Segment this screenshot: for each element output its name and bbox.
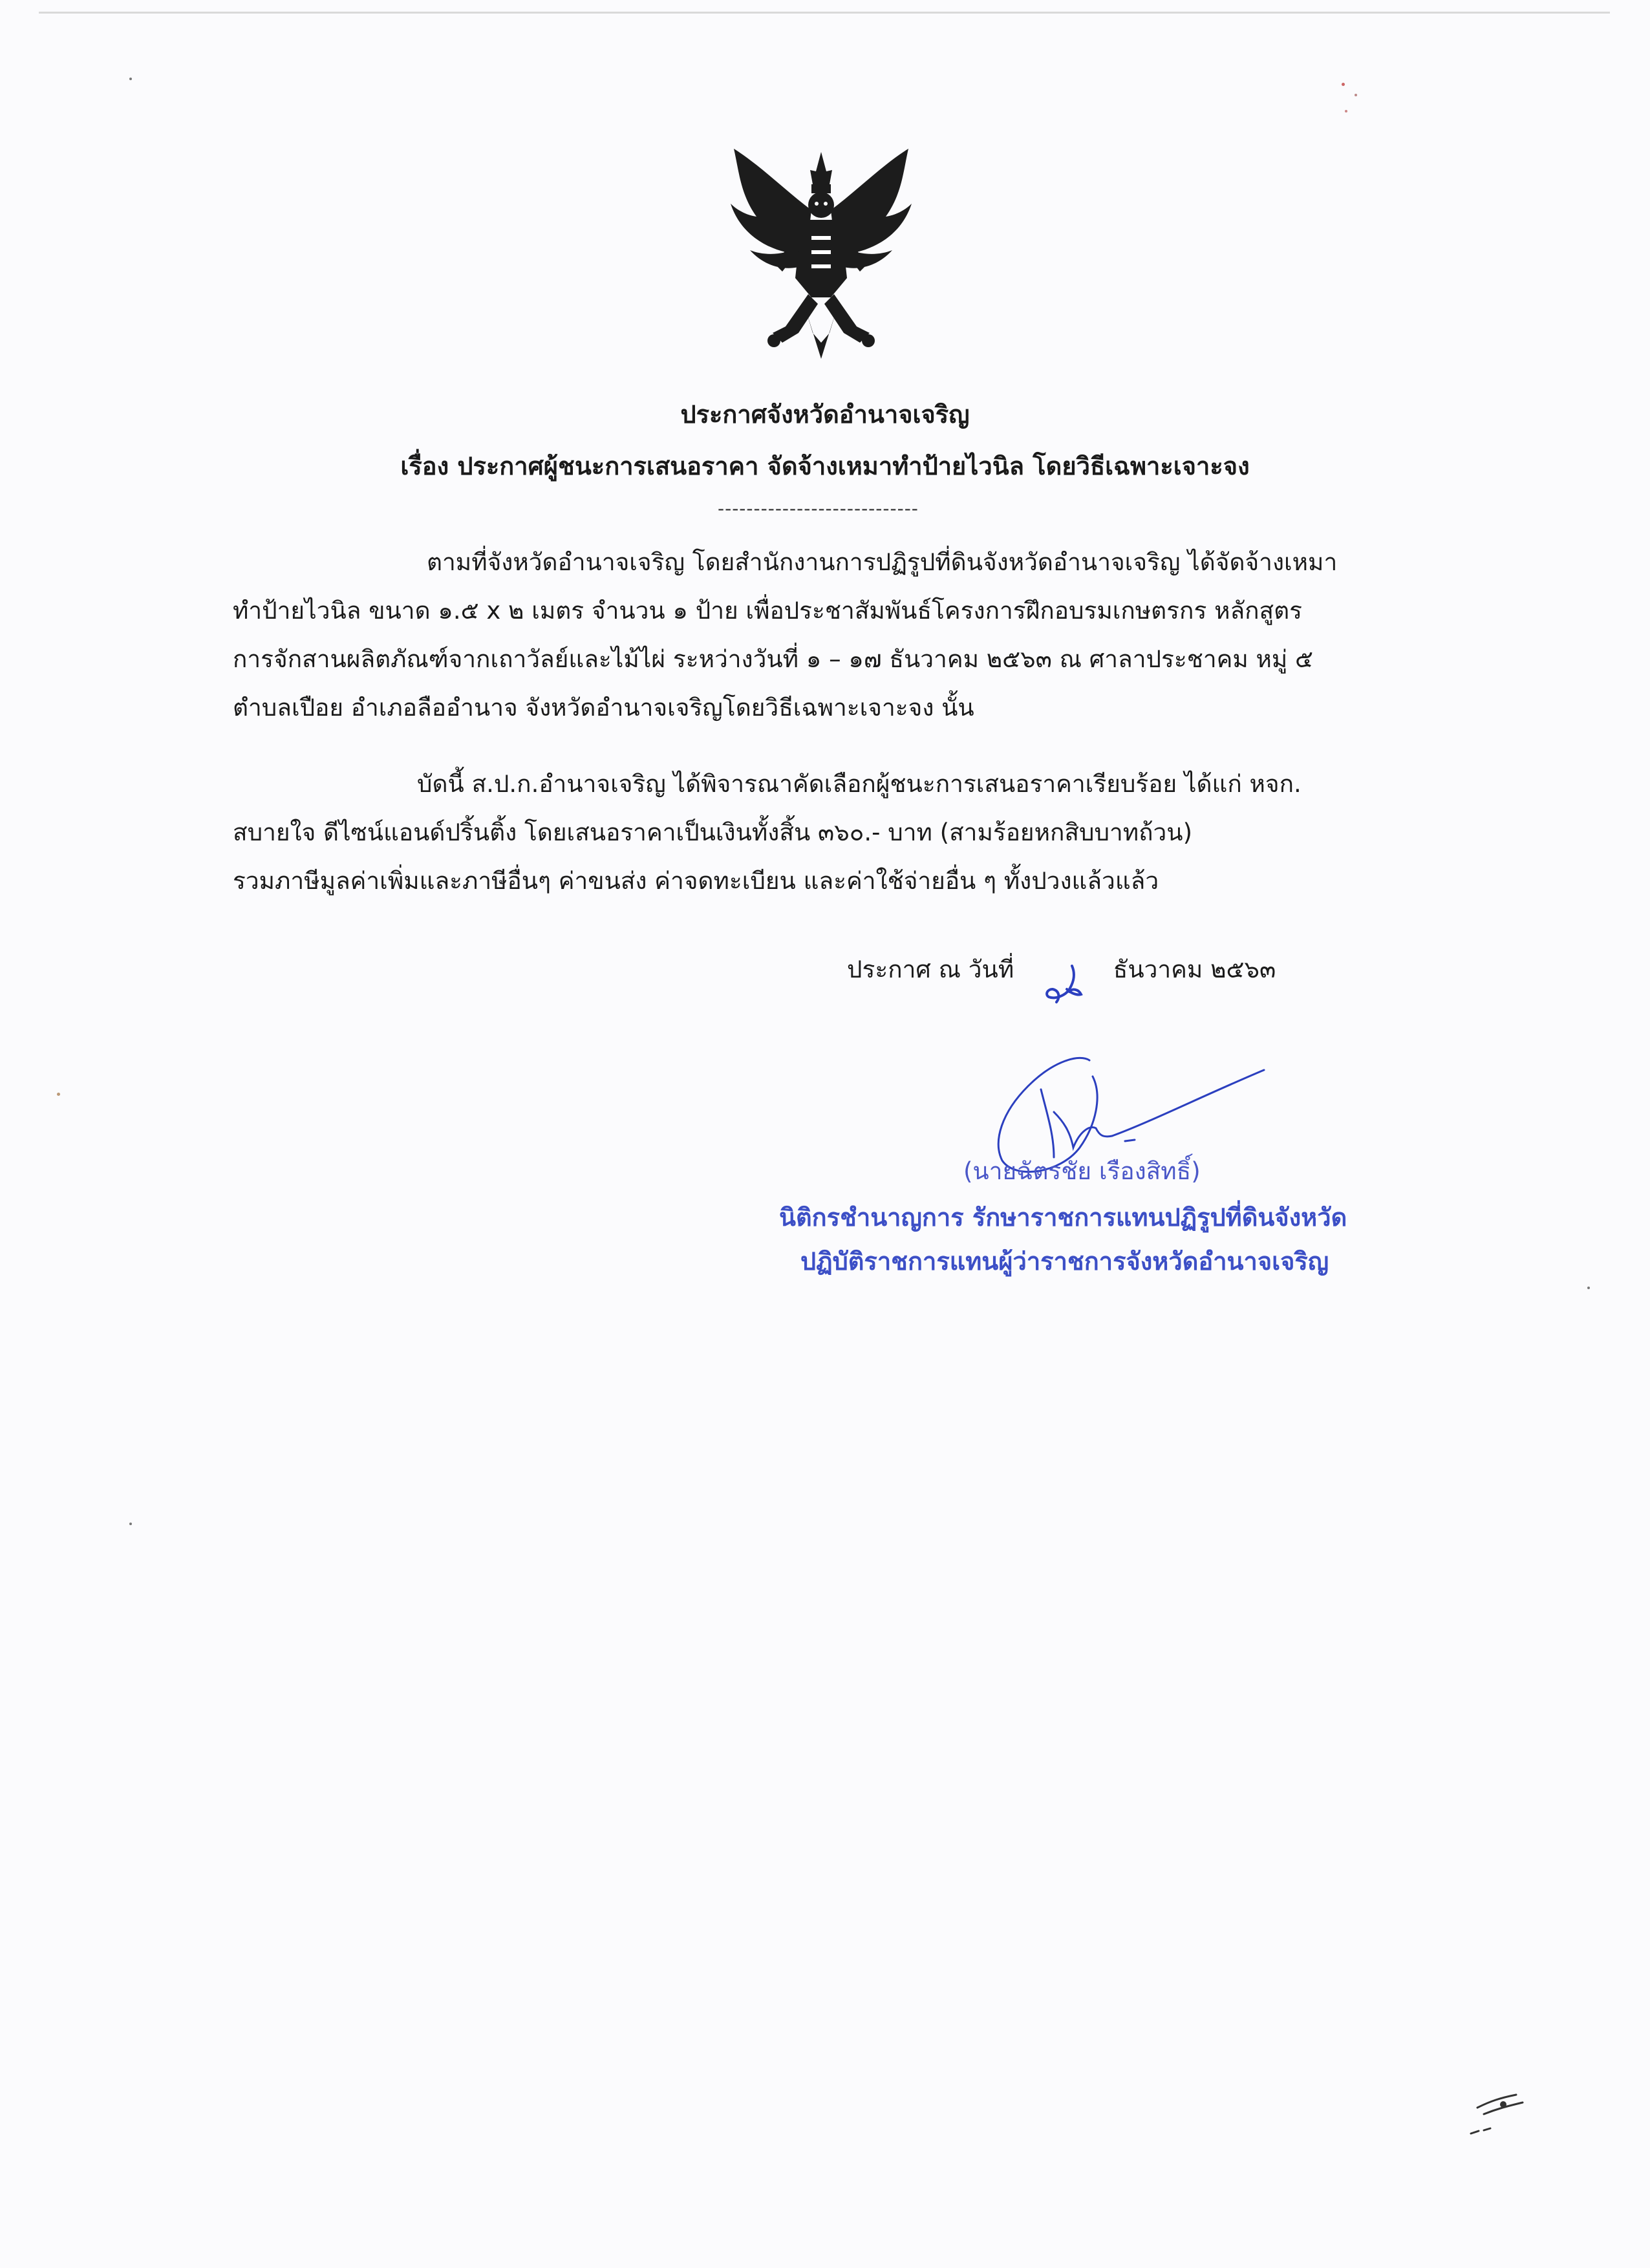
paragraph-2-line: รวมภาษีมูลค่าเพิ่มและภาษีอื่นๆ ค่าขนส่ง ค่าจดทะเบียน และค่าใช้จ่ายอื่น ๆ ทั้งปวงแล้วแล้ว xyxy=(233,867,1159,895)
paragraph-2-line: บัดนี้ ส.ป.ก.อำนาจเจริญ ได้พิจารณาคัดเลือกผู้ชนะการเสนอราคาเรียบร้อย ได้แก่ หจก. xyxy=(417,770,1302,798)
separator-line: ---------------------------- xyxy=(718,498,919,519)
announcement-subject: เรื่อง ประกาศผู้ชนะการเสนอราคา จัดจ้างเหมาทำป้ายไวนิล โดยวิธีเฉพาะเจาะจง xyxy=(400,452,1250,480)
signer-position-line-2: ปฏิบัติราชการแทนผู้ว่าราชการจังหวัดอำนาจเจริญ xyxy=(800,1247,1329,1276)
paragraph-1-line: ทำป้ายไวนิล ขนาด ๑.๕ x ๒ เมตร จำนวน ๑ ป้าย เพื่อประชาสัมพันธ์โครงการฝึกอบรมเกษตรกร หลักสูตร xyxy=(233,597,1303,625)
paragraph-1-line: การจักสานผลิตภัณฑ์จากเถาวัลย์และไม้ไผ่ ระหว่างวันที่ ๑ – ๑๗ ธันวาคม ๒๕๖๓ ณ ศาลาประชาคม หมู่ ๕ xyxy=(233,645,1314,673)
top-edge-line xyxy=(39,12,1610,14)
scan-speck xyxy=(1342,83,1345,86)
scan-speck xyxy=(1587,1287,1590,1289)
date-prefix: ประกาศ ณ วันที่ xyxy=(847,956,1014,983)
announcement-title: ประกาศจังหวัดอำนาจเจริญ xyxy=(680,400,970,429)
paragraph-1-line: ตำบลเปือย อำเภอลืออำนาจ จังหวัดอำนาจเจริญโดยวิธีเฉพาะเจาะจง นั้น xyxy=(233,694,974,722)
garuda-emblem-icon xyxy=(721,139,921,378)
paragraph-2-line: สบายใจ ดีไซน์แอนด์ปริ้นติ้ง โดยเสนอราคาเป็นเงินทั้งสิ้น ๓๖๐.- บาท (สามร้อยหกสิบบาทถ้วน) xyxy=(233,818,1193,846)
date-month-year: ธันวาคม ๒๕๖๓ xyxy=(1113,956,1276,983)
signer-position-line-1: นิติกรชำนาญการ รักษาราชการแทนปฏิรูปที่ดินจังหวัด xyxy=(779,1203,1347,1232)
announcement-date xyxy=(847,950,1276,989)
handwritten-day-mark xyxy=(1041,963,1086,1010)
scan-speck xyxy=(1345,110,1347,112)
paragraph-1-line: ตามที่จังหวัดอำนาจเจริญ โดยสำนักงานการปฏิรูปที่ดินจังหวัดอำนาจเจริญ ได้จัดจ้างเหมา xyxy=(427,548,1338,576)
ink-smudge xyxy=(1464,2069,1542,2140)
paragraph-1 xyxy=(233,538,1455,732)
scan-speck xyxy=(57,1093,60,1096)
scan-speck xyxy=(1355,94,1357,96)
paragraph-2 xyxy=(233,760,1455,905)
scan-speck xyxy=(129,1523,132,1525)
signer-name: (นายฉัตรชัย เรืองสิทธิ์) xyxy=(963,1157,1201,1185)
scan-speck xyxy=(129,78,132,80)
